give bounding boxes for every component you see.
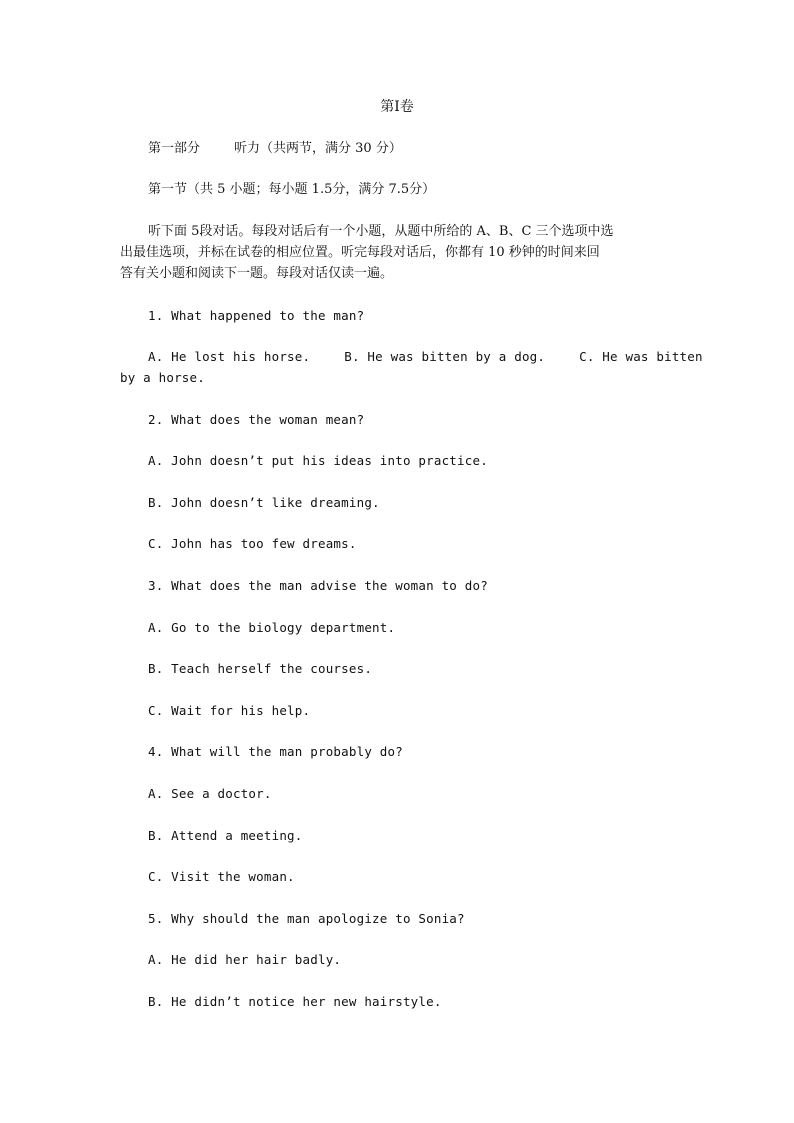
option-c: C. He was bitten: [579, 349, 703, 364]
section-heading: 第一节（共 5 小题；每小题 1.5分，满分 7.5分）: [148, 182, 436, 197]
question-stem: 5. Why should the man apologize to Sonia?: [148, 911, 465, 926]
instructions-line: 出最佳选项，并标在试卷的相应位置。听完每段对话后，你都有 10 秒钟的时间来回: [120, 245, 600, 260]
option-a: A. See a doctor.: [148, 786, 272, 801]
part-heading: [148, 139, 402, 159]
part-heading-label: 第一部分: [148, 141, 201, 156]
option-c: C. Wait for his help.: [148, 703, 311, 718]
option-c-continued: by a horse.: [120, 370, 205, 385]
question-options-line: [148, 347, 703, 367]
instructions-line: 答有关小题和阅读下一题。每段对话仅读一遍。: [120, 266, 394, 281]
option-c: C. Visit the woman.: [148, 869, 295, 884]
option-b: B. Attend a meeting.: [148, 828, 303, 843]
question-stem: 3. What does the man advise the woman to do?: [148, 578, 488, 593]
part-heading-text: 听力（共两节，满分 30 分）: [234, 141, 402, 156]
option-b: B. He didn’t notice her new hairstyle.: [148, 994, 442, 1009]
option-a: A. Go to the biology department.: [148, 620, 396, 635]
option-a: A. John doesn’t put his ideas into practice.: [148, 453, 488, 468]
option-b: B. He was bitten by a dog.: [344, 349, 546, 364]
question-stem: 1. What happened to the man?: [148, 308, 365, 323]
option-b: B. Teach herself the courses.: [148, 661, 373, 676]
question-stem: 2. What does the woman mean?: [148, 412, 365, 427]
option-b: B. John doesn’t like dreaming.: [148, 495, 380, 510]
option-a: A. He did her hair badly.: [148, 952, 342, 967]
question-stem: 4. What will the man probably do?: [148, 744, 403, 759]
option-a: A. He lost his horse.: [148, 349, 311, 364]
option-c: C. John has too few dreams.: [148, 536, 357, 551]
instructions-line: 听下面 5段对话。每段对话后有一个小题，从题中所给的 A、B、C 三个选项中选: [148, 224, 614, 239]
paper-title: 第Ⅰ卷: [380, 99, 414, 115]
